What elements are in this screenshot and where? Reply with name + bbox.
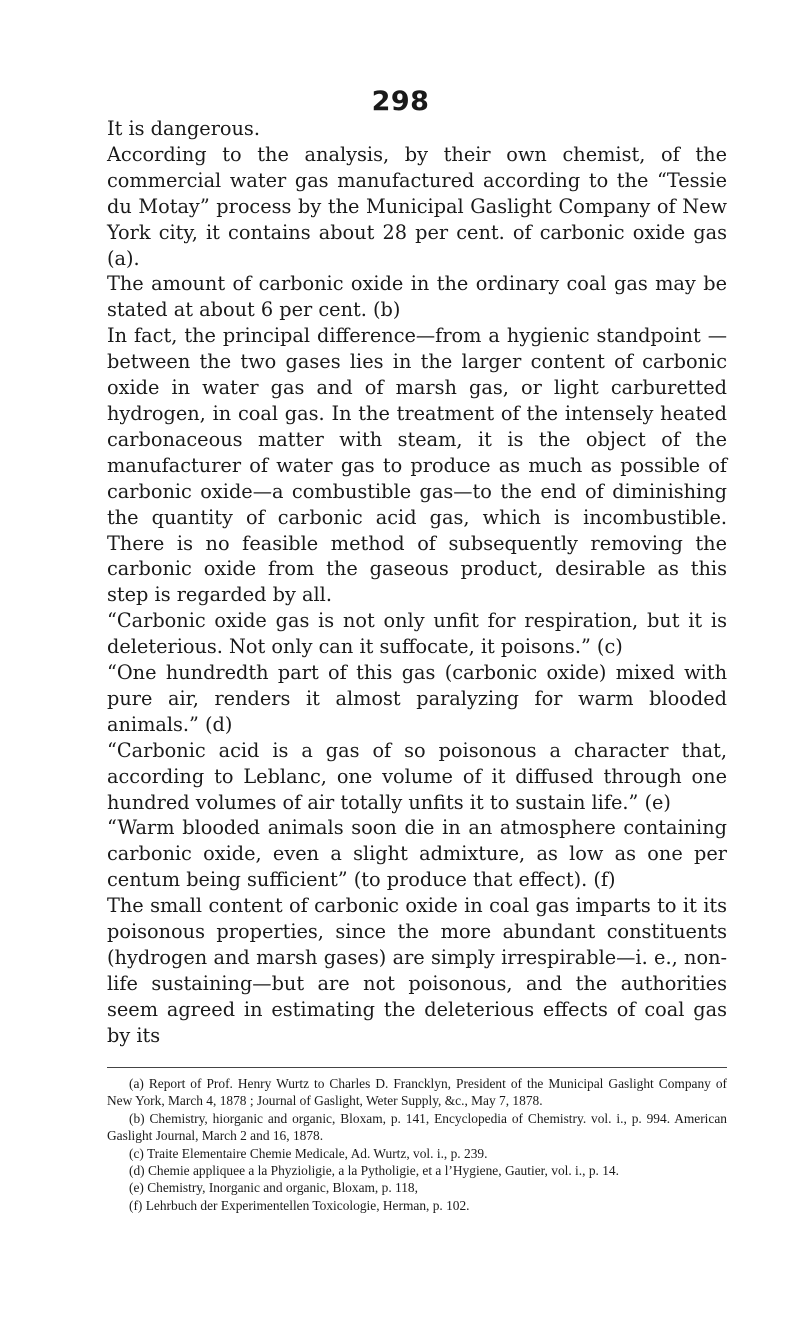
footnote: (c) Traite Elementaire Chemie Medicale, Ad. Wurtz, vol. i., p. 239. <box>129 1145 488 1161</box>
footnote: (f) Lehrbuch der Experimentellen Toxicologie, Herman, p. 102. <box>129 1197 470 1213</box>
paragraph: “Carbonic acid is a gas of so poisonous a character that, according to Leblanc, one volume of it diffused through one hundred volumes of air totally unfits it to sustain life.” (e) <box>107 738 727 814</box>
page-number: 298 <box>371 86 430 117</box>
paragraph: According to the analysis, by their own chemist, of the commercial water gas manufactured according to the “Tessie du Motay” process by the Municipal Gaslight Company of New York city, it contains about 28 per cent. of carbonic oxide gas (a). <box>107 142 727 270</box>
paragraph: It is dangerous. <box>107 117 260 140</box>
footnote: (b) Chemistry, hiorganic and organic, Bloxam, p. 141, Encyclopedia of Chemistry. vol. i., p. 994. American Gaslight Journal, March 2 and 16, 1878. <box>107 1110 727 1144</box>
paragraph: “Warm blooded animals soon die in an atmosphere containing carbonic oxide, even a slight admixture, as low as one per centum being sufficient” (to produce that effect). (f) <box>107 816 727 892</box>
paragraph: The small content of carbonic oxide in coal gas imparts to it its poisonous properties, since the more abundant constituents (hydrogen and marsh gases) are simply irrespirable—i. e., non-life sustaining—but are not poisonous, and the authorities seem agreed in estimating the deleterious effects of coal gas by its <box>107 894 727 1047</box>
paragraph: The amount of carbonic oxide in the ordinary coal gas may be stated at about 6 per cent. (b) <box>107 272 727 322</box>
body-text <box>107 116 727 1049</box>
footnote: (a) Report of Prof. Henry Wurtz to Charles D. Francklyn, President of the Municipal Gaslight Company of New York, March 4, 1878 ; Journal of Gaslight, Weter Supply, &c., May 7, 1878. <box>107 1076 727 1109</box>
footnotes <box>107 1075 727 1214</box>
paragraph: “Carbonic oxide gas is not only unfit for respiration, but it is deleterious. Not only can it suffocate, it poisons.” (c) <box>107 609 727 659</box>
footnote: (e) Chemistry, Inorganic and organic, Bloxam, p. 118, <box>129 1180 418 1196</box>
paragraph: “One hundredth part of this gas (carbonic oxide) mixed with pure air, renders it almost paralyzing for warm blooded animals.” (d) <box>107 661 727 736</box>
footnote-divider <box>107 1067 727 1068</box>
paragraph: In fact, the principal difference—from a hygienic standpoint —between the two gases lies in the larger content of carbonic oxide in water gas and of marsh gas, or light carburetted hydrogen, in coal gas. In the treatment of the intensely heated carbonaceous matter with steam, it is the object of the manufacturer of water gas to produce as much as possible of carbonic oxide—a combustible gas—to the end of diminishing the quantity of carbonic acid gas, which is incombustible. There is no feasible method of subsequently removing the carbonic oxide from the gaseous product, desirable as this step is regarded by all. <box>107 324 727 607</box>
footnote: (d) Chemie appliquee a la Phyzioligie, a la Pytholigie, et a l’Hygiene, Gautier, vol. i., p. 14. <box>129 1163 619 1179</box>
